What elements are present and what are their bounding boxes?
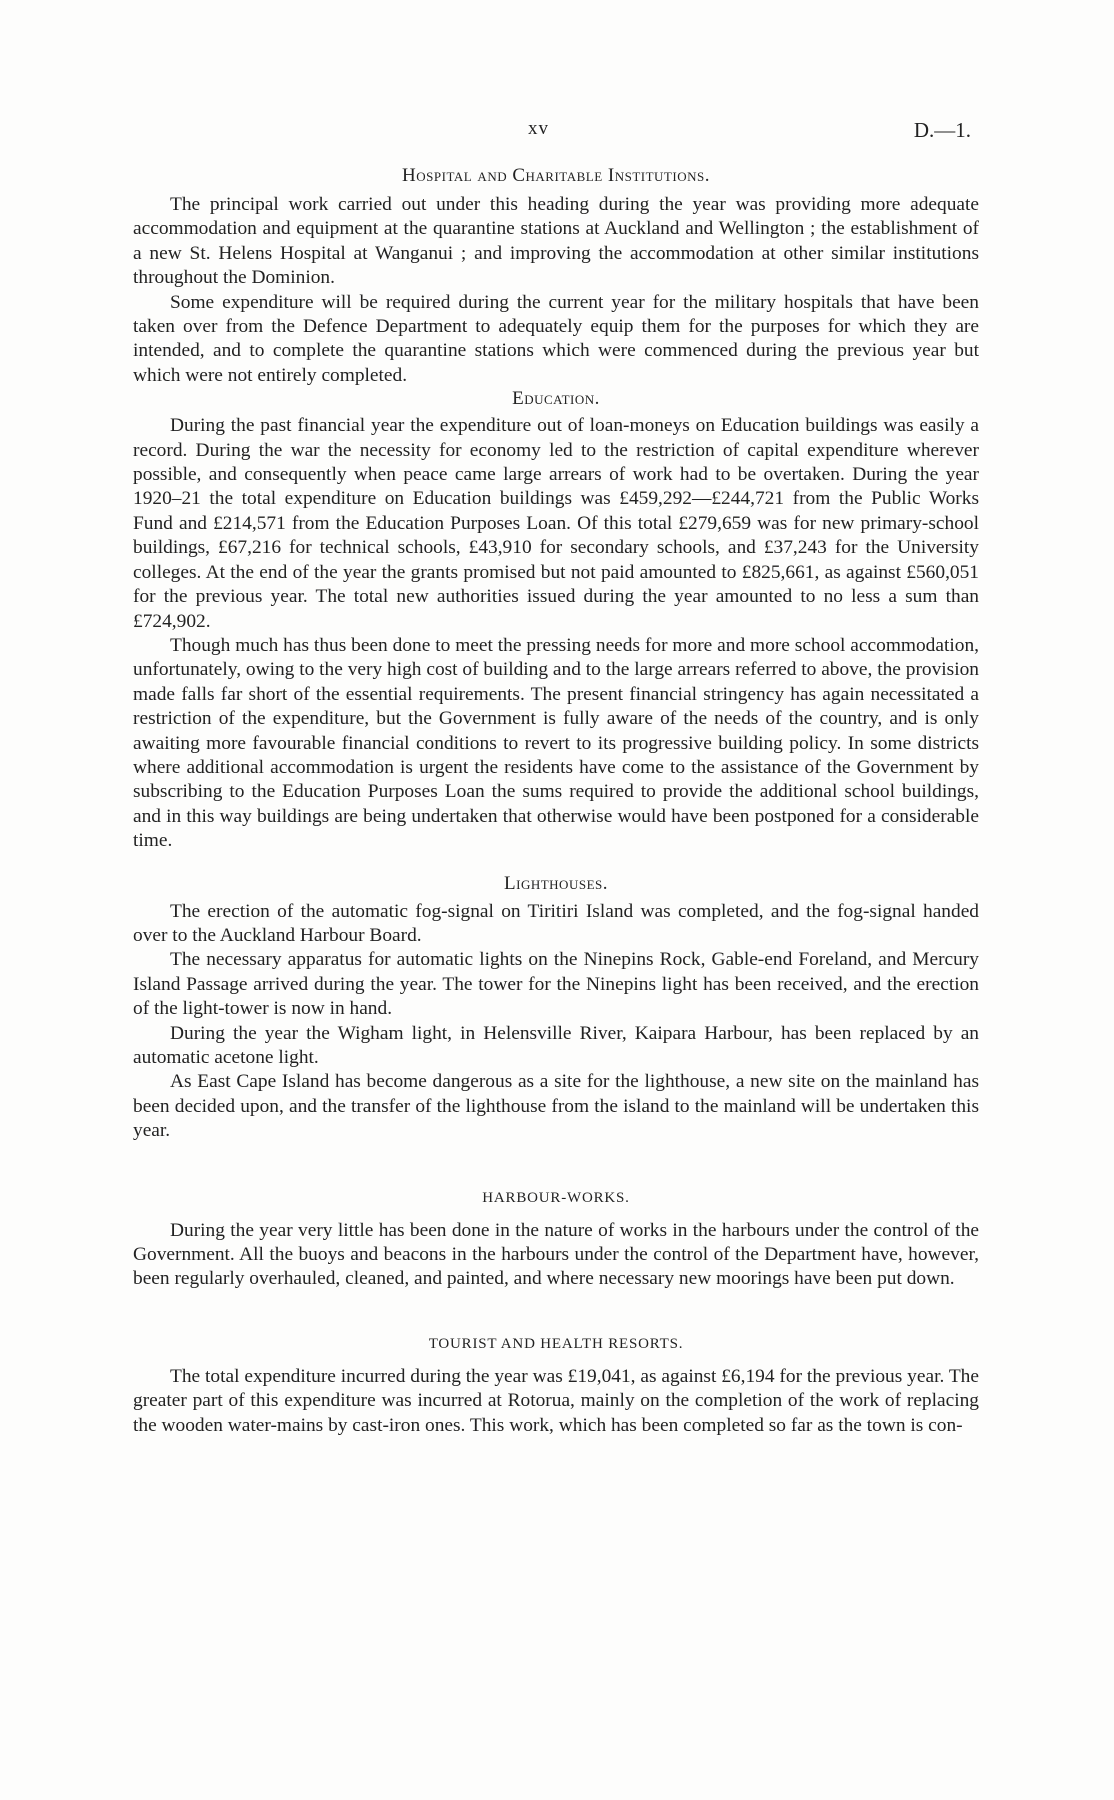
section-heading-hospital: Hospital and Charitable Institutions. xyxy=(402,165,710,186)
section-harbour-works xyxy=(133,1190,979,1292)
paragraph: The principal work carried out under this heading during the year was providing more adequate accommodation and equipment at the quarantine stations at Auckland and Wellington ; the establishment of a new St. Helens Hospital at Wanganui ; and improving the accommodation at other similar institutions throughout the Dominion. xyxy=(133,194,979,289)
section-heading-lighthouses: Lighthouses. xyxy=(504,872,608,894)
paragraph: During the year very little has been done in the nature of works in the harbours under the control of the Government. All the buoys and beacons in the harbours under the control of the Department have, however, been regularly overhauled, cleaned, and painted, and where necessary new moorings have been put down. xyxy=(133,1219,979,1290)
paragraph: The necessary apparatus for automatic lights on the Ninepins Rock, Gable-end Foreland, and Mercury Island Passage arrived during the year. The tower for the Ninepins light has been received, and the erection of the light-tower is now in hand. xyxy=(133,949,979,1020)
section-heading-tourist-resorts: TOURIST AND HEALTH RESORTS. xyxy=(428,1335,684,1352)
paragraph: During the year the Wigham light, in Helensville River, Kaipara Harbour, has been replaced by an automatic acetone light. xyxy=(133,1022,979,1068)
page-body xyxy=(133,165,979,1438)
page-number: xv xyxy=(528,118,549,139)
paragraph: The erection of the automatic fog-signal on Tiritiri Island was completed, and the fog-signal handed over to the Auckland Harbour Board. xyxy=(133,900,979,946)
page-header xyxy=(0,118,1114,148)
section-heading-harbour-works: HARBOUR-WORKS. xyxy=(482,1189,630,1206)
paragraph: As East Cape Island has become dangerous as a site for the lighthouse, a new site on the mainland has been decided upon, and the transfer of the lighthouse from the island to the mainland will be undertaken this year. xyxy=(133,1071,979,1142)
paragraph: During the past financial year the expenditure out of loan-moneys on Education buildings was easily a record. During the war the necessity for economy led to the restriction of capital expenditure wherever possible, and consequently when peace came large arrears of work had to be overtaken. During the year 1920–21 the total expenditure on Education buildings was £459,292—£244,721 from the Public Works Fund and £214,571 from the Education Purposes Loan. Of this total £279,659 was for new primary-school buildings, £67,216 for technical schools, £43,910 for secondary schools, and £37,243 for the University colleges. At the end of the year the grants promised but not paid amounted to £825,661, as against £560,051 for the previous year. The total new authorities issued during the year amounted to no less a sum than £724,902. xyxy=(133,415,979,632)
paragraph: The total expenditure incurred during the year was £19,041, as against £6,194 for the previous year. The greater part of this expenditure was incurred at Rotorua, mainly on the completion of the work of replacing the wooden water-mains by cast-iron ones. This work, which has been completed so far as the town is con- xyxy=(133,1365,979,1436)
section-tourist-resorts xyxy=(133,1336,979,1438)
document-reference: D.—1. xyxy=(913,118,971,142)
section-lighthouses xyxy=(133,873,979,1144)
paragraph: Though much has thus been done to meet the pressing needs for more and more school accommodation, unfortunately, owing to the very high cost of building and to the large arrears referred to above, the provision made falls far short of the essential requirements. The present financial stringency has again necessitated a restriction of the expenditure, but the Government is fully aware of the needs of the country, and is only awaiting more favourable financial conditions to revert to its progressive building policy. In some districts where additional accommodation is urgent the residents have come to the assistance of the Government by subscribing to the Education Purposes Loan the sums required to provide the additional school buildings, and in this way buildings are being undertaken that otherwise would have been postponed for a considerable time. xyxy=(133,634,979,852)
section-hospital xyxy=(133,165,979,388)
section-heading-education: Education. xyxy=(512,388,600,410)
section-education xyxy=(133,388,979,853)
paragraph: Some expenditure will be required during the current year for the military hospitals that have been taken over from the Defence Department to adequately equip them for the purposes for which they are intended, and to complete the quarantine stations which were commenced during the previous year but which were not entirely completed. xyxy=(133,291,979,386)
